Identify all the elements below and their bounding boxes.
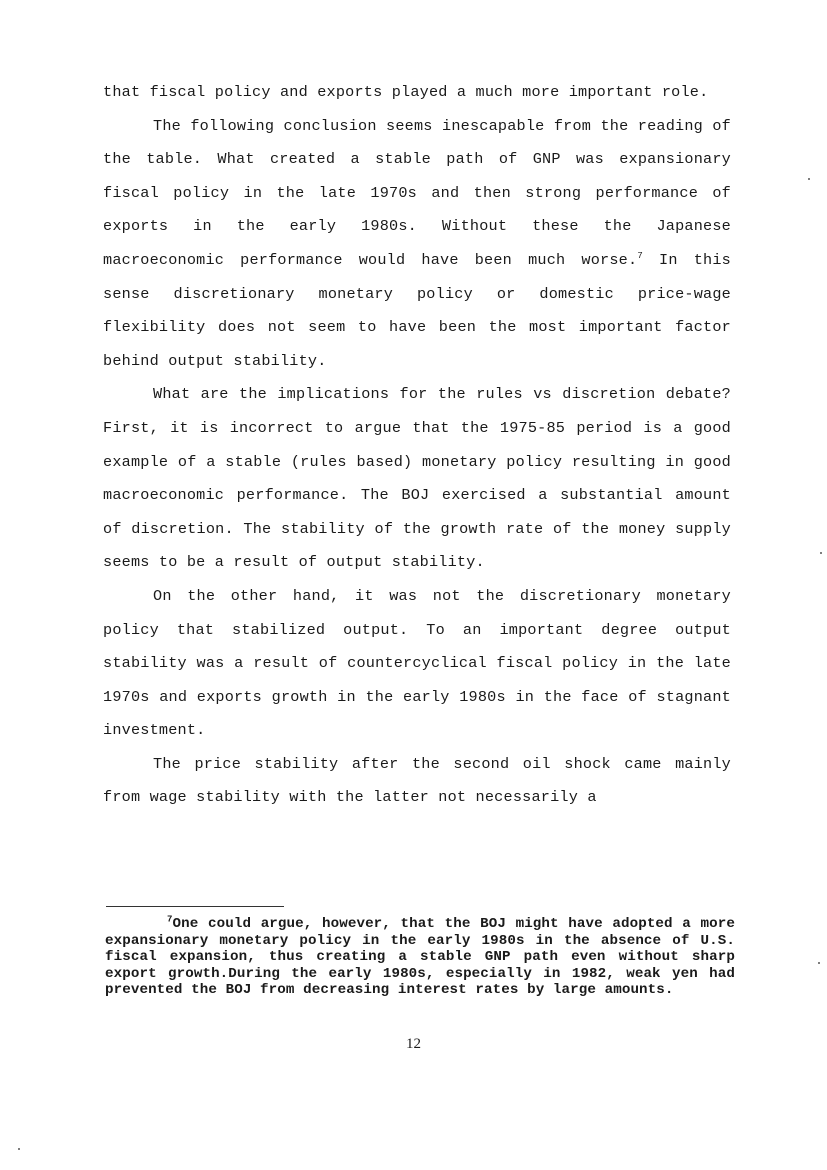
scan-speck: [808, 178, 810, 180]
page-number: 12: [406, 1036, 421, 1052]
paragraph-2: [103, 110, 731, 379]
footnote-paragraph: [105, 916, 735, 999]
paragraph-2-tail: In this sense discretionary monetary policy or domestic price-wage flexibility does not seem to have been the most important factor behind output stability.: [103, 250, 731, 370]
paragraph-5: The price stability after the second oil shock came mainly from wage stability with the latter not necessarily a: [103, 754, 731, 807]
paragraph-1: that fiscal policy and exports played a much more important role.: [103, 83, 709, 101]
paragraph-2-text: The following conclusion seems inescapable from the reading of the table. What created a stable path of GNP was expansionary fiscal policy in the late 1970s and then strong performance of exports in the early 1980s. Without these the Japanese macroeconomic performance would have been much worse.: [103, 116, 731, 269]
scan-speck: [818, 962, 820, 964]
footnote-text: One could argue, however, that the BOJ might have adopted a more expansionary monetary policy in the early 1980s in the absence of U.S. fiscal expansion, thus creating a stable GNP path even without sharp export growth.During the early 1980s, especially in 1982, weak yen had prevented the BOJ from decreasing interest rates by large amounts.: [105, 916, 735, 999]
scan-speck: [18, 1148, 20, 1150]
footnote-separator: [106, 906, 284, 907]
footnote: [105, 916, 735, 999]
paragraph-3: What are the implications for the rules vs discretion debate? First, it is incorrect to argue that the 1975-85 period is a good example of a stable (rules based) monetary policy resulting in good macroeconomic performance. The BOJ exercised a substantial amount of discretion. The stability of the growth rate of the money supply seems to be a result of output stability.: [103, 385, 731, 572]
body-text: [103, 76, 731, 815]
footnote-reference: 7: [637, 250, 643, 261]
scan-speck: [820, 552, 822, 554]
paragraph-4: On the other hand, it was not the discretionary monetary policy that stabilized output. To an important degree output stability was a result of countercyclical fiscal policy in the late 1970s and exports growth in the early 1980s in the face of stagnant investment.: [103, 586, 731, 740]
footnote-marker: 7: [167, 914, 173, 925]
